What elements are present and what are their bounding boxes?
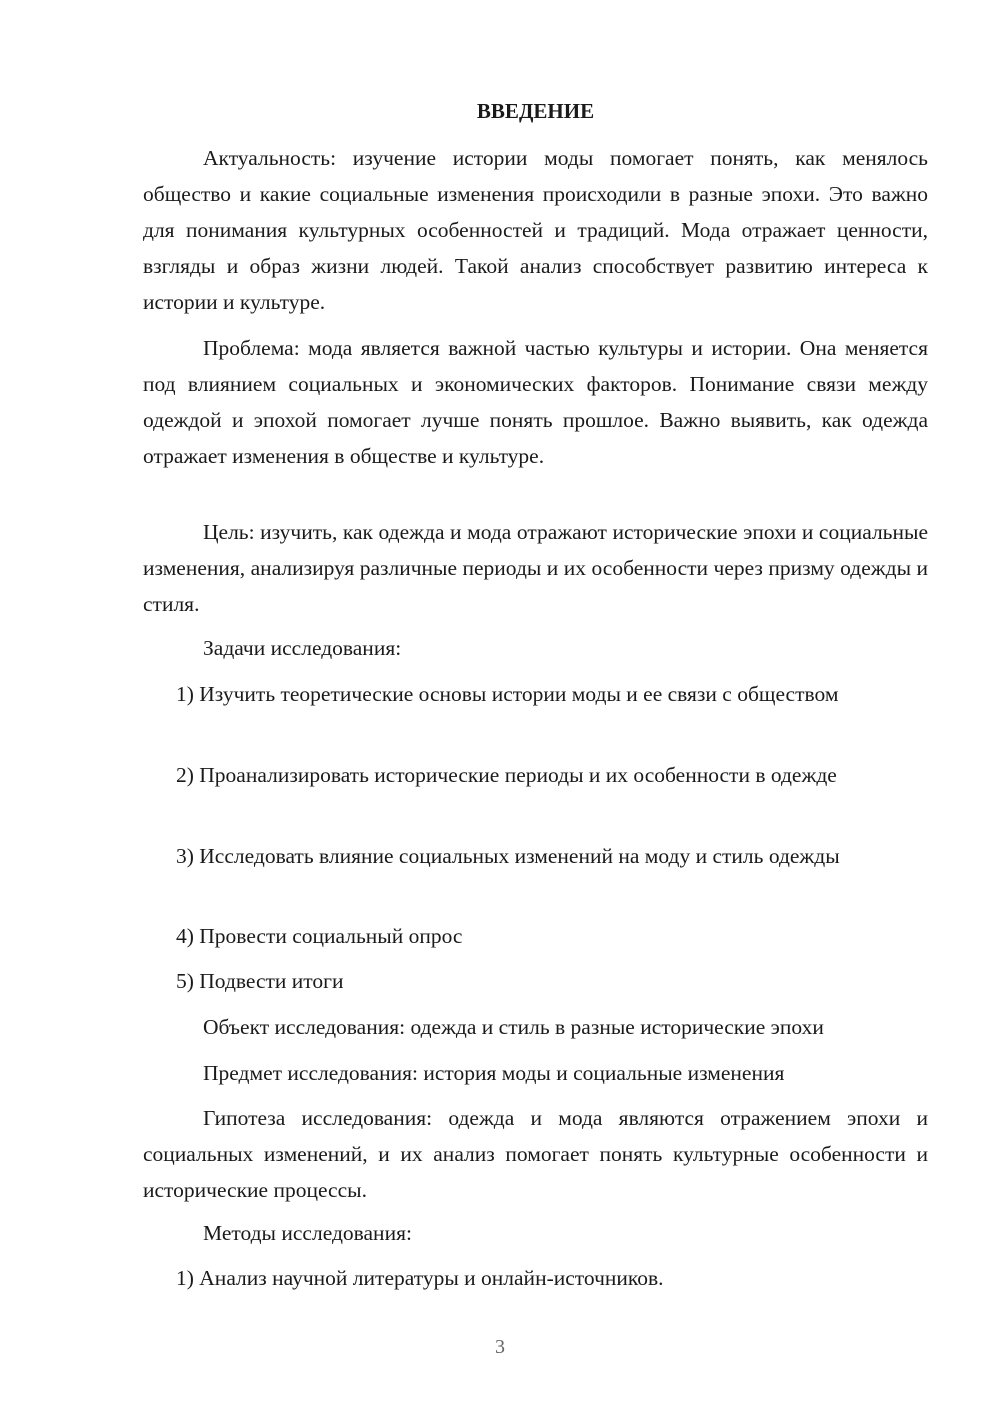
page-number: 3 xyxy=(495,1336,505,1358)
paragraph-problem: Проблема: мода является важной частью культуры и истории. Она меняется под влиянием социальных и экономических факторов. Понимание связи между одеждой и эпохой помогает лучше понять прошлое. Важно выявить, как одежда отражает изменения в обществе и культуре. xyxy=(143,336,928,468)
task-item: 4) Провести социальный опрос xyxy=(176,924,463,948)
paragraph-goal: Цель: изучить, как одежда и мода отражают исторические эпохи и социальные изменения, анализируя различные периоды и их особенности через призму одежды и стиля. xyxy=(143,520,928,616)
task-item: 1) Изучить теоретические основы истории моды и ее связи с обществом xyxy=(176,682,839,706)
task-item: 3) Исследовать влияние социальных изменений на моду и стиль одежды xyxy=(176,844,840,868)
task-item: 5) Подвести итоги xyxy=(176,969,344,993)
tasks-heading: Задачи исследования: xyxy=(203,636,402,660)
method-item: 1) Анализ научной литературы и онлайн-источников. xyxy=(176,1266,664,1290)
paragraph-relevance: Актуальность: изучение истории моды помогает понять, как менялось общество и какие социальные изменения происходили в разные эпохи. Это важно для понимания культурных особенностей и традиций. Мода отражает ценности, взгляды и образ жизни людей. Такой анализ способствует развитию интереса к истории и культуре. xyxy=(143,146,928,314)
section-title: ВВЕДЕНИЕ xyxy=(476,99,595,123)
paragraph-subject: Предмет исследования: история моды и социальные изменения xyxy=(203,1061,785,1085)
methods-heading: Методы исследования: xyxy=(203,1221,412,1245)
paragraph-hypothesis: Гипотеза исследования: одежда и мода являются отражением эпохи и социальных изменений, и их анализ помогает понять культурные особенности и исторические процессы. xyxy=(143,1106,928,1202)
task-item: 2) Проанализировать исторические периоды и их особенности в одежде xyxy=(176,763,837,787)
paragraph-object: Объект исследования: одежда и стиль в разные исторические эпохи xyxy=(203,1015,824,1039)
